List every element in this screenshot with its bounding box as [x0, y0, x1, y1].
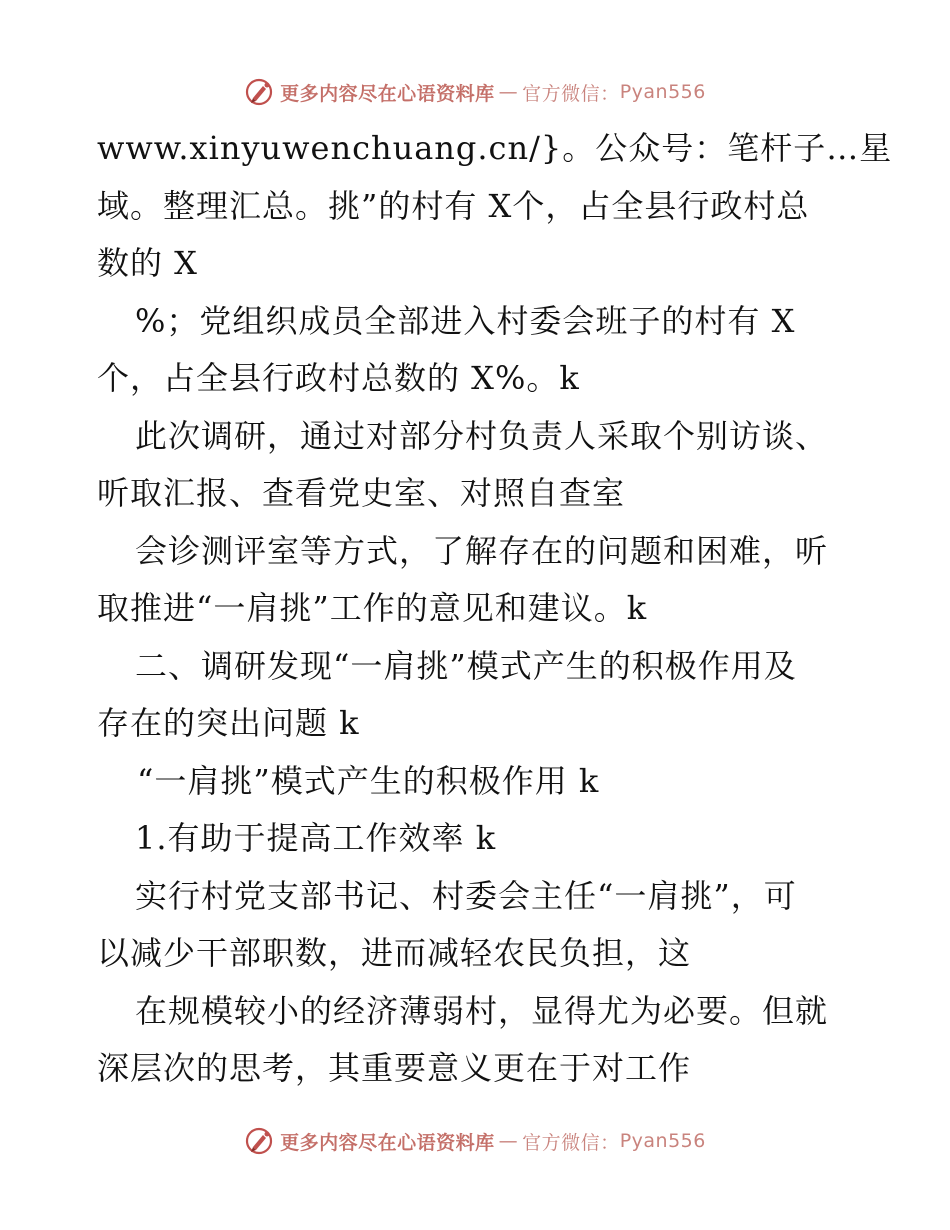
- body-line-6: 此次调研，通过对部分村负责人采取个别访谈、: [135, 416, 829, 455]
- body-line-12: “一肩挑”模式产生的积极作用 k: [137, 761, 600, 800]
- body-line-5: 个，占全县行政村总数的 X%。k: [97, 359, 580, 397]
- banner-wechat-id: Pyan556: [619, 1130, 706, 1152]
- body-line-2: 域。整理汇总。挑”的村有 X个，占全县行政村总: [97, 186, 810, 225]
- document-body: [97, 120, 893, 1098]
- footer-banner: [0, 1121, 950, 1161]
- pen-circle-logo-icon: [244, 77, 274, 107]
- body-line-8: 会诊测评室等方式，了解存在的问题和困难，听: [135, 531, 829, 570]
- banner-brand-text: 更多内容尽在心语资料库: [280, 1131, 495, 1154]
- body-line-4: %；党组织成员全部进入村委会班子的村有 X: [135, 301, 796, 340]
- body-line-9: 取推进“一肩挑”工作的意见和建议。k: [97, 589, 648, 627]
- banner-wechat-id: Pyan556: [619, 81, 706, 103]
- banner-wechat-label: 官方微信：: [522, 82, 620, 105]
- banner-dash: —: [498, 81, 519, 103]
- body-line-3: 数的 X: [97, 244, 198, 282]
- body-line-11: 存在的突出问题 k: [97, 704, 360, 742]
- body-line-13: 1.有助于提高工作效率 k: [135, 819, 497, 857]
- banner-brand-text: 更多内容尽在心语资料库: [280, 82, 495, 105]
- body-line-10: 二、调研发现“一肩挑”模式产生的积极作用及: [135, 646, 797, 685]
- banner-wechat-label: 官方微信：: [522, 1131, 620, 1154]
- body-line-1: www.xinyuwenchuang.cn/}。公众号：笔杆子…星: [97, 129, 893, 167]
- body-line-17: 深层次的思考，其重要意义更在于对工作: [97, 1049, 692, 1087]
- body-line-15: 以减少干部职数，进而减轻农民负担，这: [97, 934, 692, 972]
- body-line-14: 实行村党支部书记、村委会主任“一肩挑”，可: [135, 876, 797, 915]
- pen-circle-logo-icon: [244, 1126, 274, 1156]
- banner-dash: —: [498, 1130, 519, 1152]
- body-line-7: 听取汇报、查看党史室、对照自查室: [97, 474, 626, 512]
- header-banner: [0, 72, 950, 112]
- body-line-16: 在规模较小的经济薄弱村，显得尤为必要。但就: [135, 991, 829, 1030]
